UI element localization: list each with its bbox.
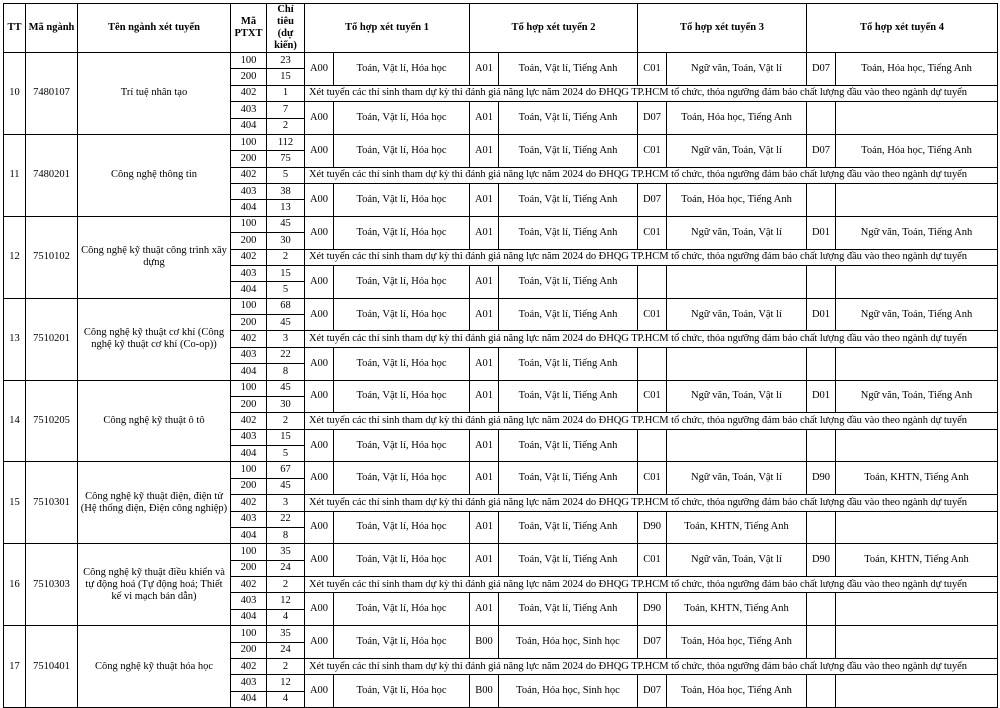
major-code: 7480201 xyxy=(26,134,78,216)
combo-code: A01 xyxy=(470,347,499,380)
quota-value: 3 xyxy=(267,495,305,511)
major-code: 7510401 xyxy=(26,626,78,708)
combo-subjects: Toán, Hóa học, Sinh học xyxy=(499,675,638,708)
method-code: 200 xyxy=(231,560,267,576)
combo-subjects: Toán, Vật lí, Hóa học xyxy=(334,265,470,298)
combo-code: A00 xyxy=(305,102,334,135)
header-major-name: Tên ngành xét tuyển xyxy=(78,4,231,53)
header-major-code: Mã ngành xyxy=(26,4,78,53)
empty-cell xyxy=(807,675,836,708)
empty-cell xyxy=(836,102,998,135)
method-code: 404 xyxy=(231,527,267,543)
combo-code: A01 xyxy=(470,265,499,298)
combo-code: A01 xyxy=(470,184,499,217)
row-index: 13 xyxy=(4,298,26,380)
combo-subjects: Toán, Vật lí, Tiếng Anh xyxy=(499,184,638,217)
combo-code: A00 xyxy=(305,544,334,577)
quota-value: 5 xyxy=(267,446,305,462)
method-code: 200 xyxy=(231,396,267,412)
combo-subjects: Toán, Vật lí, Tiếng Anh xyxy=(499,298,638,331)
method-code: 402 xyxy=(231,249,267,265)
combo-code: C01 xyxy=(638,53,667,86)
empty-cell xyxy=(667,265,807,298)
combo-code: C01 xyxy=(638,298,667,331)
quota-value: 12 xyxy=(267,675,305,691)
combo-code: A01 xyxy=(470,429,499,462)
method-code: 100 xyxy=(231,626,267,642)
combo-subjects: Toán, Vật lí, Hóa học xyxy=(334,511,470,544)
row-index: 14 xyxy=(4,380,26,462)
combo-subjects: Toán, Vật lí, Tiếng Anh xyxy=(499,511,638,544)
header-combo-4: Tổ hợp xét tuyển 4 xyxy=(807,4,998,53)
row-index: 16 xyxy=(4,544,26,626)
header-combo-2: Tổ hợp xét tuyển 2 xyxy=(470,4,638,53)
dgnl-note: Xét tuyển các thí sinh tham dự kỳ thi đánh giá năng lực năm 2024 do ĐHQG TP.HCM tổ chức, thỏa ngưỡng đảm bảo chất lượng đầu vào theo ngành dự tuyển xyxy=(305,167,998,183)
empty-cell xyxy=(667,429,807,462)
combo-subjects: Ngữ văn, Toán, Tiếng Anh xyxy=(836,216,998,249)
quota-value: 75 xyxy=(267,151,305,167)
quota-value: 22 xyxy=(267,347,305,363)
combo-code: A01 xyxy=(470,134,499,167)
combo-code: C01 xyxy=(638,462,667,495)
major-name: Công nghệ kỹ thuật hóa học xyxy=(78,626,231,708)
combo-code: D07 xyxy=(807,53,836,86)
empty-cell xyxy=(638,347,667,380)
dgnl-note: Xét tuyển các thí sinh tham dự kỳ thi đánh giá năng lực năm 2024 do ĐHQG TP.HCM tổ chức, thỏa ngưỡng đảm bảo chất lượng đầu vào theo ngành dự tuyển xyxy=(305,413,998,429)
major-name: Công nghệ kỹ thuật điện, điện tử (Hệ thống điện, Điện công nghiệp) xyxy=(78,462,231,544)
quota-value: 24 xyxy=(267,560,305,576)
table-row xyxy=(4,298,998,314)
quota-value: 67 xyxy=(267,462,305,478)
combo-code: A01 xyxy=(470,380,499,413)
method-code: 100 xyxy=(231,216,267,232)
empty-cell xyxy=(836,429,998,462)
empty-cell xyxy=(836,184,998,217)
combo-subjects: Toán, Vật lí, Hóa học xyxy=(334,462,470,495)
method-code: 200 xyxy=(231,642,267,658)
combo-subjects: Toán, Hóa học, Tiếng Anh xyxy=(667,184,807,217)
header-row xyxy=(4,4,998,53)
combo-code: D01 xyxy=(807,380,836,413)
row-index: 10 xyxy=(4,53,26,135)
admission-table-container xyxy=(3,3,998,708)
quota-value: 3 xyxy=(267,331,305,347)
major-name: Công nghệ kỹ thuật công trình xây dựng xyxy=(78,216,231,298)
combo-code: A00 xyxy=(305,53,334,86)
combo-subjects: Toán, Vật lí, Hóa học xyxy=(334,184,470,217)
combo-code: C01 xyxy=(638,544,667,577)
dgnl-note: Xét tuyển các thí sinh tham dự kỳ thi đánh giá năng lực năm 2024 do ĐHQG TP.HCM tổ chức, thỏa ngưỡng đảm bảo chất lượng đầu vào theo ngành dự tuyển xyxy=(305,495,998,511)
method-code: 200 xyxy=(231,315,267,331)
empty-cell xyxy=(807,102,836,135)
method-code: 402 xyxy=(231,413,267,429)
quota-value: 30 xyxy=(267,233,305,249)
combo-code: A00 xyxy=(305,184,334,217)
empty-cell xyxy=(807,626,836,659)
combo-code: D07 xyxy=(807,134,836,167)
quota-value: 35 xyxy=(267,626,305,642)
quota-value: 2 xyxy=(267,118,305,134)
combo-code: D90 xyxy=(638,511,667,544)
combo-subjects: Ngữ văn, Toán, Vật lí xyxy=(667,53,807,86)
combo-subjects: Toán, KHTN, Tiếng Anh xyxy=(667,511,807,544)
combo-subjects: Toán, Vật lí, Hóa học xyxy=(334,429,470,462)
quota-value: 13 xyxy=(267,200,305,216)
empty-cell xyxy=(807,429,836,462)
combo-subjects: Ngữ văn, Toán, Vật lí xyxy=(667,298,807,331)
method-code: 200 xyxy=(231,478,267,494)
combo-code: C01 xyxy=(638,380,667,413)
combo-code: A00 xyxy=(305,626,334,659)
major-code: 7510303 xyxy=(26,544,78,626)
combo-subjects: Ngữ văn, Toán, Vật lí xyxy=(667,134,807,167)
empty-cell xyxy=(667,347,807,380)
major-name: Công nghệ kỹ thuật cơ khí (Công nghệ kỹ thuật cơ khí (Co-op)) xyxy=(78,298,231,380)
method-code: 404 xyxy=(231,118,267,134)
combo-code: D90 xyxy=(638,593,667,626)
method-code: 404 xyxy=(231,282,267,298)
combo-code: A01 xyxy=(470,511,499,544)
combo-code: D01 xyxy=(807,216,836,249)
major-code: 7510301 xyxy=(26,462,78,544)
combo-subjects: Toán, Vật lí, Hóa học xyxy=(334,134,470,167)
combo-code: A01 xyxy=(470,462,499,495)
quota-value: 4 xyxy=(267,609,305,625)
combo-code: D07 xyxy=(638,675,667,708)
quota-value: 23 xyxy=(267,53,305,69)
combo-code: A01 xyxy=(470,544,499,577)
header-combo-3: Tổ hợp xét tuyển 3 xyxy=(638,4,807,53)
empty-cell xyxy=(807,593,836,626)
method-code: 100 xyxy=(231,544,267,560)
quota-value: 2 xyxy=(267,658,305,674)
combo-subjects: Toán, Vật lí, Hóa học xyxy=(334,626,470,659)
combo-subjects: Toán, Vật lí, Hóa học xyxy=(334,298,470,331)
combo-code: A00 xyxy=(305,462,334,495)
combo-subjects: Toán, Vật lí, Tiếng Anh xyxy=(499,429,638,462)
method-code: 403 xyxy=(231,347,267,363)
quota-value: 12 xyxy=(267,593,305,609)
combo-subjects: Toán, Vật lí, Hóa học xyxy=(334,675,470,708)
empty-cell xyxy=(638,429,667,462)
combo-code: B00 xyxy=(470,626,499,659)
combo-subjects: Toán, Vật lí, Tiếng Anh xyxy=(499,53,638,86)
method-code: 403 xyxy=(231,184,267,200)
row-index: 17 xyxy=(4,626,26,708)
quota-value: 22 xyxy=(267,511,305,527)
method-code: 402 xyxy=(231,495,267,511)
table-body xyxy=(4,53,998,708)
admission-table xyxy=(3,3,998,708)
combo-code: D07 xyxy=(638,626,667,659)
table-row xyxy=(4,53,998,69)
combo-code: D90 xyxy=(807,462,836,495)
method-code: 404 xyxy=(231,364,267,380)
method-code: 403 xyxy=(231,429,267,445)
major-code: 7510201 xyxy=(26,298,78,380)
quota-value: 45 xyxy=(267,315,305,331)
header-combo-1: Tổ hợp xét tuyển 1 xyxy=(305,4,470,53)
empty-cell xyxy=(836,265,998,298)
combo-subjects: Toán, Vật lí, Tiếng Anh xyxy=(499,265,638,298)
combo-code: A00 xyxy=(305,675,334,708)
combo-code: C01 xyxy=(638,134,667,167)
method-code: 404 xyxy=(231,446,267,462)
combo-subjects: Toán, Vật lí, Hóa học xyxy=(334,593,470,626)
empty-cell xyxy=(836,347,998,380)
combo-subjects: Toán, Hóa học, Sinh học xyxy=(499,626,638,659)
quota-value: 15 xyxy=(267,429,305,445)
major-name: Công nghệ kỹ thuật điều khiển và tự động hoá (Tự động hoá; Thiết kế vi mạch bán dẫn) xyxy=(78,544,231,626)
method-code: 100 xyxy=(231,380,267,396)
table-row xyxy=(4,216,998,232)
combo-subjects: Toán, Vật lí, Tiếng Anh xyxy=(499,102,638,135)
combo-code: A01 xyxy=(470,216,499,249)
major-name: Trí tuệ nhân tạo xyxy=(78,53,231,135)
empty-cell xyxy=(836,593,998,626)
method-code: 402 xyxy=(231,167,267,183)
empty-cell xyxy=(807,511,836,544)
quota-value: 30 xyxy=(267,396,305,412)
combo-subjects: Ngữ văn, Toán, Vật lí xyxy=(667,380,807,413)
combo-subjects: Toán, Vật lí, Tiếng Anh xyxy=(499,593,638,626)
method-code: 100 xyxy=(231,134,267,150)
method-code: 402 xyxy=(231,577,267,593)
combo-code: A01 xyxy=(470,298,499,331)
combo-subjects: Toán, KHTN, Tiếng Anh xyxy=(667,593,807,626)
dgnl-note: Xét tuyển các thí sinh tham dự kỳ thi đánh giá năng lực năm 2024 do ĐHQG TP.HCM tổ chức, thỏa ngưỡng đảm bảo chất lượng đầu vào theo ngành dự tuyển xyxy=(305,658,998,674)
combo-subjects: Toán, Vật lí, Hóa học xyxy=(334,53,470,86)
combo-subjects: Toán, Vật lí, Tiếng Anh xyxy=(499,347,638,380)
quota-value: 8 xyxy=(267,527,305,543)
empty-cell xyxy=(836,675,998,708)
combo-code: A00 xyxy=(305,298,334,331)
header-method-code: Mã PTXT xyxy=(231,4,267,53)
empty-cell xyxy=(638,265,667,298)
combo-subjects: Toán, Vật lí, Tiếng Anh xyxy=(499,544,638,577)
quota-value: 15 xyxy=(267,265,305,281)
combo-code: C01 xyxy=(638,216,667,249)
major-code: 7510205 xyxy=(26,380,78,462)
combo-subjects: Toán, Vật lí, Hóa học xyxy=(334,216,470,249)
method-code: 403 xyxy=(231,675,267,691)
empty-cell xyxy=(836,626,998,659)
combo-code: A00 xyxy=(305,511,334,544)
major-code: 7510102 xyxy=(26,216,78,298)
method-code: 100 xyxy=(231,53,267,69)
quota-value: 2 xyxy=(267,577,305,593)
combo-subjects: Toán, Hóa học, Tiếng Anh xyxy=(667,626,807,659)
quota-value: 2 xyxy=(267,249,305,265)
combo-subjects: Ngữ văn, Toán, Vật lí xyxy=(667,216,807,249)
combo-subjects: Toán, Hóa học, Tiếng Anh xyxy=(667,675,807,708)
method-code: 402 xyxy=(231,331,267,347)
row-index: 11 xyxy=(4,134,26,216)
combo-subjects: Toán, KHTN, Tiếng Anh xyxy=(836,544,998,577)
quota-value: 5 xyxy=(267,282,305,298)
method-code: 100 xyxy=(231,298,267,314)
combo-code: D01 xyxy=(807,298,836,331)
combo-subjects: Toán, Vật lí, Hóa học xyxy=(334,347,470,380)
combo-subjects: Toán, Vật lí, Tiếng Anh xyxy=(499,134,638,167)
method-code: 404 xyxy=(231,691,267,707)
major-name: Công nghệ thông tin xyxy=(78,134,231,216)
table-row xyxy=(4,544,998,560)
method-code: 200 xyxy=(231,69,267,85)
method-code: 403 xyxy=(231,593,267,609)
quota-value: 35 xyxy=(267,544,305,560)
combo-code: D07 xyxy=(638,184,667,217)
quota-value: 8 xyxy=(267,364,305,380)
header-tt: TT xyxy=(4,4,26,53)
combo-subjects: Toán, Hóa học, Tiếng Anh xyxy=(667,102,807,135)
method-code: 200 xyxy=(231,151,267,167)
method-code: 200 xyxy=(231,233,267,249)
quota-value: 45 xyxy=(267,478,305,494)
row-index: 12 xyxy=(4,216,26,298)
combo-code: A00 xyxy=(305,265,334,298)
combo-code: D90 xyxy=(807,544,836,577)
combo-code: A00 xyxy=(305,380,334,413)
empty-cell xyxy=(807,265,836,298)
method-code: 403 xyxy=(231,102,267,118)
quota-value: 15 xyxy=(267,69,305,85)
combo-subjects: Toán, Vật lí, Hóa học xyxy=(334,102,470,135)
table-row xyxy=(4,380,998,396)
table-row xyxy=(4,462,998,478)
combo-code: A00 xyxy=(305,134,334,167)
major-name: Công nghệ kỹ thuật ô tô xyxy=(78,380,231,462)
major-code: 7480107 xyxy=(26,53,78,135)
empty-cell xyxy=(807,347,836,380)
quota-value: 24 xyxy=(267,642,305,658)
combo-code: A01 xyxy=(470,593,499,626)
combo-subjects: Ngữ văn, Toán, Vật lí xyxy=(667,462,807,495)
method-code: 100 xyxy=(231,462,267,478)
header-quota: Chỉ tiêu (dự kiến) xyxy=(267,4,305,53)
empty-cell xyxy=(807,184,836,217)
method-code: 403 xyxy=(231,511,267,527)
table-row xyxy=(4,626,998,642)
empty-cell xyxy=(836,511,998,544)
method-code: 404 xyxy=(231,200,267,216)
combo-subjects: Ngữ văn, Toán, Tiếng Anh xyxy=(836,298,998,331)
quota-value: 38 xyxy=(267,184,305,200)
quota-value: 7 xyxy=(267,102,305,118)
combo-subjects: Toán, KHTN, Tiếng Anh xyxy=(836,462,998,495)
quota-value: 68 xyxy=(267,298,305,314)
method-code: 402 xyxy=(231,658,267,674)
combo-code: A00 xyxy=(305,429,334,462)
combo-subjects: Toán, Vật lí, Hóa học xyxy=(334,544,470,577)
combo-subjects: Toán, Vật lí, Hóa học xyxy=(334,380,470,413)
quota-value: 112 xyxy=(267,134,305,150)
combo-code: B00 xyxy=(470,675,499,708)
method-code: 403 xyxy=(231,265,267,281)
method-code: 404 xyxy=(231,609,267,625)
row-index: 15 xyxy=(4,462,26,544)
dgnl-note: Xét tuyển các thí sinh tham dự kỳ thi đánh giá năng lực năm 2024 do ĐHQG TP.HCM tổ chức, thỏa ngưỡng đảm bảo chất lượng đầu vào theo ngành dự tuyển xyxy=(305,249,998,265)
quota-value: 45 xyxy=(267,380,305,396)
dgnl-note: Xét tuyển các thí sinh tham dự kỳ thi đánh giá năng lực năm 2024 do ĐHQG TP.HCM tổ chức, thỏa ngưỡng đảm bảo chất lượng đầu vào theo ngành dự tuyển xyxy=(305,577,998,593)
dgnl-note: Xét tuyển các thí sinh tham dự kỳ thi đánh giá năng lực năm 2024 do ĐHQG TP.HCM tổ chức, thỏa ngưỡng đảm bảo chất lượng đầu vào theo ngành dự tuyển xyxy=(305,331,998,347)
quota-value: 5 xyxy=(267,167,305,183)
combo-code: D07 xyxy=(638,102,667,135)
combo-code: A01 xyxy=(470,53,499,86)
combo-subjects: Toán, Hóa học, Tiếng Anh xyxy=(836,134,998,167)
combo-subjects: Toán, Vật lí, Tiếng Anh xyxy=(499,216,638,249)
quota-value: 45 xyxy=(267,216,305,232)
dgnl-note: Xét tuyển các thí sinh tham dự kỳ thi đánh giá năng lực năm 2024 do ĐHQG TP.HCM tổ chức, thỏa ngưỡng đảm bảo chất lượng đầu vào theo ngành dự tuyển xyxy=(305,85,998,101)
quota-value: 1 xyxy=(267,85,305,101)
combo-code: A00 xyxy=(305,347,334,380)
table-row xyxy=(4,134,998,150)
combo-subjects: Ngữ văn, Toán, Tiếng Anh xyxy=(836,380,998,413)
quota-value: 2 xyxy=(267,413,305,429)
method-code: 402 xyxy=(231,85,267,101)
combo-subjects: Toán, Vật lí, Tiếng Anh xyxy=(499,462,638,495)
combo-subjects: Ngữ văn, Toán, Vật lí xyxy=(667,544,807,577)
combo-code: A00 xyxy=(305,593,334,626)
combo-subjects: Toán, Hóa học, Tiếng Anh xyxy=(836,53,998,86)
combo-code: A01 xyxy=(470,102,499,135)
combo-code: A00 xyxy=(305,216,334,249)
quota-value: 4 xyxy=(267,691,305,707)
combo-subjects: Toán, Vật lí, Tiếng Anh xyxy=(499,380,638,413)
